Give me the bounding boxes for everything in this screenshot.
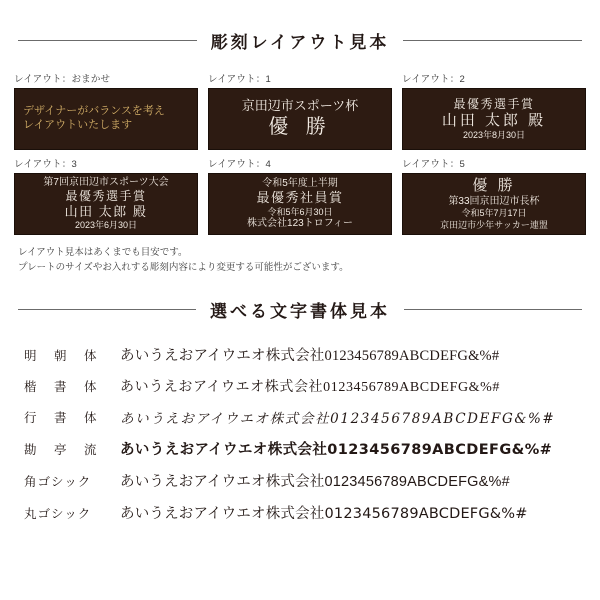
font-sample-text: あいうえおアイウエオ株式会社0123456789ABCDEFG&%#	[120, 348, 500, 365]
plate-line: 第7回京田辺市スポーツ大会	[43, 176, 169, 188]
font-sample-row-gyosho	[24, 407, 576, 427]
heading-rule-right	[404, 309, 582, 310]
plate-line: レイアウトいたします	[23, 119, 133, 131]
engraving-plate	[208, 88, 392, 150]
font-name: 勘 亭 流	[24, 442, 104, 457]
plate-line: 令和5年6月30日	[267, 206, 333, 217]
engraving-plate	[402, 173, 586, 235]
plate-line: 優 勝	[268, 115, 332, 138]
heading-rule-left	[18, 40, 197, 41]
font-sample-text: あいうえおアイウエオ株式会社0123456789ABCDEFG&%#	[120, 411, 556, 428]
layout-section-title: 彫刻レイアウト見本	[210, 33, 390, 52]
font-sample-row-marugothic	[24, 502, 576, 523]
font-sample-text: あいうえおアイウエオ株式会社0123456789ABCDEFG&%#	[120, 380, 501, 396]
layout-sample-5	[402, 156, 586, 235]
font-sample-text: あいうえおアイウエオ株式会社0123456789ABCDEFG&%#	[120, 442, 553, 459]
plate-line: 株式会社123トロフィー	[247, 217, 353, 229]
plate-line: 第33回京田辺市長杯	[448, 195, 540, 207]
layout-sample-omakase	[14, 71, 198, 150]
plate-line: 京田辺市スポーツ杯	[241, 98, 359, 114]
font-name: 丸ゴシック	[24, 506, 92, 521]
font-sample-row-mincho	[24, 344, 576, 365]
layout-note-line: プレートのサイズやお入れする彫刻内容により変更する可能性がございます。	[18, 262, 349, 274]
plate-line: 令和5年度上半期	[262, 177, 338, 189]
font-section-title: 選べる文字書体見本	[210, 302, 390, 322]
layout-section-heading	[18, 28, 582, 53]
layout-sample-4	[208, 156, 392, 235]
plate-line: デザイナーがバランスを考え	[23, 105, 165, 118]
layout-note-line: レイアウト見本はあくまでも目安です。	[18, 247, 188, 258]
font-name: 行 書 体	[24, 411, 104, 426]
font-sample-row-kakugothic	[24, 470, 576, 491]
layout-sample-label: レイアウト：5	[402, 159, 465, 170]
plate-line: 最優秀選手賞	[453, 96, 535, 111]
font-sample-row-kaisho	[24, 376, 576, 396]
font-sample-text: あいうえおアイウエオ株式会社0123456789ABCDEFG&%#	[120, 474, 510, 491]
font-name: 楷 書 体	[24, 380, 104, 395]
font-name: 角ゴシック	[24, 474, 92, 489]
layout-sample-3	[14, 156, 198, 235]
font-sample-list	[24, 344, 576, 523]
layout-sample-label: レイアウト：おまかせ	[14, 74, 111, 85]
font-section-heading	[18, 297, 582, 322]
font-section	[0, 297, 600, 523]
engraving-plate	[208, 173, 392, 235]
plate-line: 2023年6月30日	[74, 220, 138, 231]
font-sample-row-kantei	[24, 438, 576, 459]
font-sample-text: あいうえおアイウエオ株式会社0123456789ABCDEFG&%#	[120, 506, 528, 523]
plate-line: 山田 太郎 殿	[64, 204, 148, 219]
font-name: 明 朝 体	[24, 348, 104, 363]
engraving-plate	[402, 88, 586, 150]
layout-sample-label: レイアウト：2	[402, 74, 465, 85]
plate-line: 最優秀社員賞	[256, 190, 344, 206]
layout-notes	[18, 245, 582, 275]
plate-line: 最優秀選手賞	[65, 189, 147, 203]
plate-line: 令和5年7月17日	[461, 208, 527, 219]
plate-line: 京田辺市少年サッカー連盟	[440, 219, 548, 230]
layout-sample-1	[208, 71, 392, 150]
layout-sample-2	[402, 71, 586, 150]
engraving-plate	[14, 173, 198, 235]
plate-line: 2023年8月30日	[462, 130, 526, 141]
layout-sample-label: レイアウト：4	[208, 159, 271, 170]
engraving-plate	[14, 88, 198, 150]
layout-sample-label: レイアウト：1	[208, 74, 271, 85]
layout-samples-grid	[14, 71, 586, 235]
layout-sample-label: レイアウト：3	[14, 159, 77, 170]
heading-rule-left	[18, 309, 196, 310]
plate-line: 山田 太郎 殿	[441, 111, 547, 129]
plate-line: 優 勝	[472, 177, 516, 195]
heading-rule-right	[403, 40, 582, 41]
